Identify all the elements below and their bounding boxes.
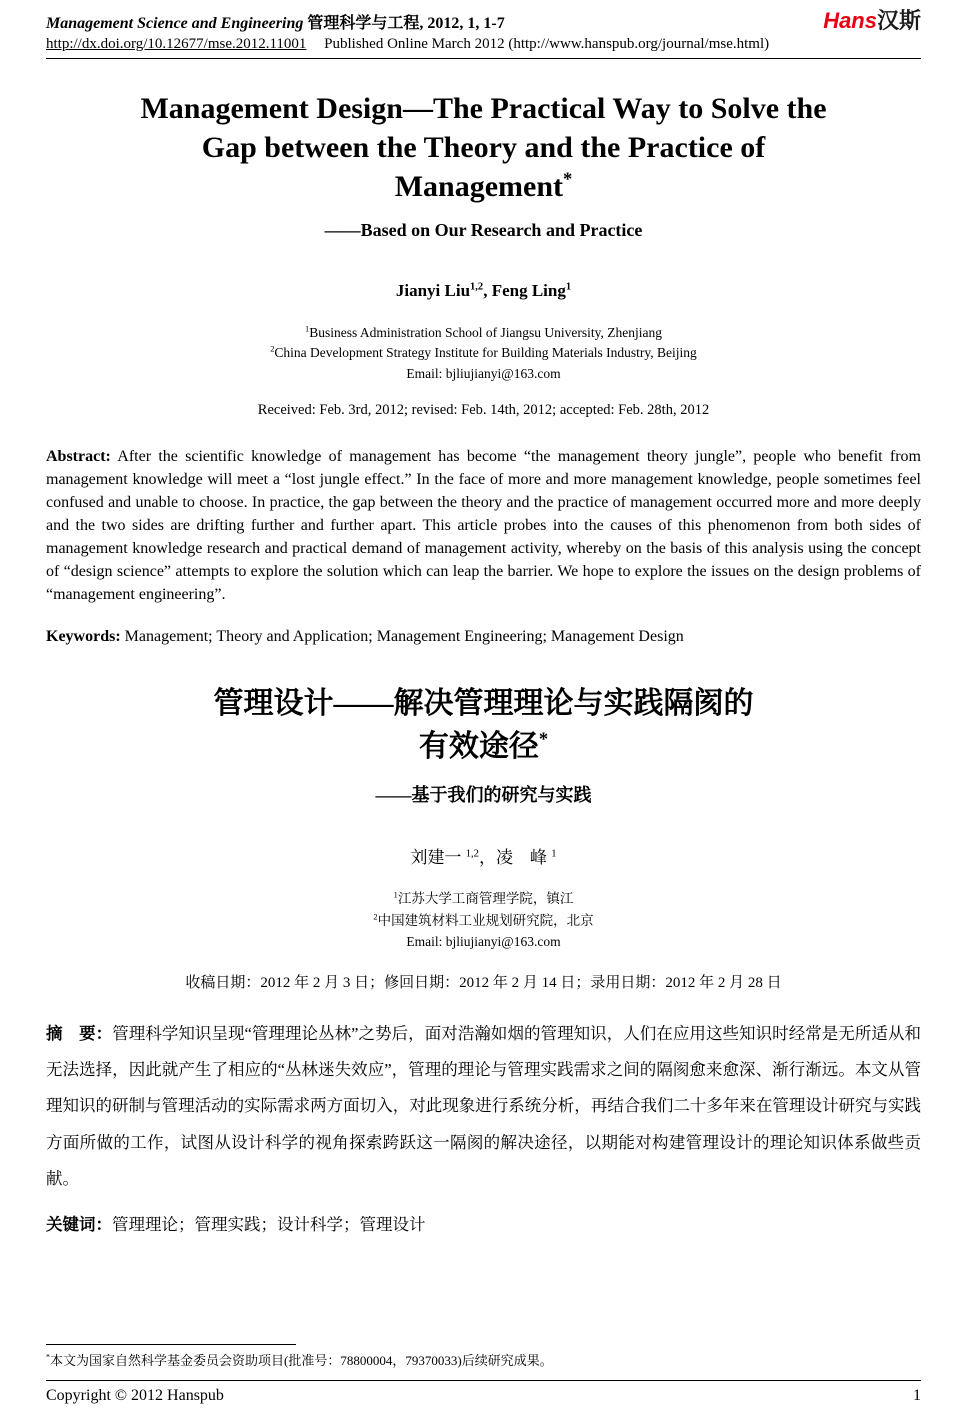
affiliation-mark: 1 (393, 890, 398, 900)
affiliation-line (46, 888, 921, 910)
abstract-text: After the scientific knowledge of management has become “the management theory jungle”, people who benefit from management knowledge will meet a “lost jungle effect.” In the face of more and more management knowledge, people sometimes feel confused and unable to choose. In practice, the gap between the theory and the practice of management occurred more and more deeply and the two sides are drifting further and further apart. This article probes into the causes of this phenomenon from both sides of management knowledge research and practical demand of management activity, whereby on the basis of this analysis using the concept of “design science” attempts to explore the solution which can leap the barrier. We hope to explore the issues on the design problems of “management engineering”. (46, 447, 921, 603)
abstract-label: Abstract: (46, 447, 111, 465)
keywords-text: Management; Theory and Application; Management Engineering; Management Design (124, 627, 684, 645)
journal-issue-info: 管理科学与工程, 2012, 1, 1-7 (307, 15, 505, 32)
hans-logo-chinese: 汉斯 (876, 8, 921, 33)
title-line (46, 725, 921, 769)
abstract-english (46, 445, 921, 606)
doi-link[interactable]: http://dx.doi.org/10.12677/mse.2012.11001 (46, 36, 307, 52)
author-affiliation-mark: 1 (551, 848, 557, 860)
title-line (46, 167, 921, 206)
copyright-text: Copyright © 2012 Hanspub (46, 1387, 224, 1404)
abstract-chinese (46, 1016, 921, 1197)
author-name: Jianyi Liu (395, 281, 471, 300)
page-number: 1 (913, 1387, 921, 1404)
affiliation-line (46, 343, 921, 363)
affiliation-mark: 2 (270, 344, 275, 354)
paper-subtitle-chinese: ——基于我们的研究与实践 (375, 784, 592, 805)
title-line-text: 有效途径 (418, 730, 539, 764)
title-footnote-mark: * (538, 729, 549, 751)
affiliations-english (46, 323, 921, 384)
paper-title-english (46, 89, 921, 206)
journal-header-row (46, 10, 921, 33)
author-name: , Feng Ling (483, 281, 566, 300)
affiliation-mark: 2 (373, 912, 378, 922)
email-line: Email: bjliujianyi@163.com (406, 934, 561, 950)
page-footer (46, 1380, 921, 1417)
affiliation-mark: 1 (305, 324, 310, 334)
paper-title-chinese (46, 682, 921, 769)
journal-name: Management Science and Engineering (46, 15, 304, 32)
author-name: 刘建一 (410, 847, 466, 867)
journal-header (46, 10, 921, 59)
affiliation-text: Business Administration School of Jiangsu University, Zhenjiang (309, 325, 662, 340)
header-divider (46, 58, 921, 59)
keywords-english (46, 628, 921, 646)
published-online-info: Published Online March 2012 (http://www.hanspub.org/journal/mse.html) (324, 36, 770, 52)
email-line: Email: bjliujianyi@163.com (406, 365, 561, 381)
doi-line (46, 36, 921, 53)
received-dates-english: Received: Feb. 3rd, 2012; revised: Feb. 14th, 2012; accepted: Feb. 28th, 2012 (257, 401, 710, 418)
keywords-text: 管理理论；管理实践；设计科学；管理设计 (112, 1215, 426, 1235)
author-affiliation-mark: 1 (565, 281, 572, 293)
paper-subtitle-english: ——Based on Our Research and Practice (324, 220, 643, 240)
abstract-text: 管理科学知识呈现“管理理论丛林”之势后，面对浩瀚如烟的管理知识，人们在应用这些知识时经常是无所适从和无法选择，因此就产生了相应的“丛林迷失效应”，管理的理论与管理实践需求之间的隔阂愈来愈深、渐行渐远。本文从管理知识的研制与管理活动的实际需求两方面切入，对此现象进行系统分析，再结合我们二十多年来在管理设计研究与实践方面所做的工作，试图从设计科学的视角探索跨跃这一隔阂的解决途径，以期能对构建管理设计的理论知识体系做些贡献。 (46, 1023, 922, 1188)
author-affiliation-mark: 1,2 (470, 281, 484, 293)
affiliation-line (46, 323, 921, 343)
affiliation-text: China Development Strategy Institute for Building Materials Industry, Beijing (274, 345, 697, 361)
affiliation-text: 江苏大学工商管理学院，镇江 (397, 890, 574, 906)
abstract-label: 摘 要： (46, 1023, 113, 1043)
keywords-label: Keywords: (46, 627, 121, 645)
author-name: ，凌 峰 (478, 847, 552, 867)
hans-logo-latin: Hans (823, 8, 877, 33)
footnote-text: 本文为国家自然科学基金委员会资助项目(批准号：78800004，79370033)后续研究成果。 (50, 1353, 553, 1368)
affiliations-chinese (46, 888, 921, 953)
hans-publisher-logo (823, 10, 921, 32)
keywords-label: 关键词： (46, 1215, 112, 1235)
funding-footnote (46, 1350, 921, 1369)
title-line: 管理设计——解决管理理论与实践隔阂的 (213, 686, 754, 720)
received-dates-chinese: 收稿日期：2012 年 2 月 3 日；修回日期：2012 年 2 月 14 日；录用日期：2012 年 2 月 28 日 (185, 974, 782, 991)
affiliation-text: 中国建筑材料工业规划研究院，北京 (377, 912, 594, 928)
footnote-divider (46, 1344, 296, 1345)
title-footnote-mark: * (563, 169, 573, 190)
authors-english (46, 281, 921, 301)
footnote-block (46, 1344, 921, 1369)
keywords-chinese (46, 1211, 921, 1235)
journal-title-line (46, 10, 505, 33)
title-line: Management Design—The Practical Way to Solve the (140, 92, 827, 125)
title-line: Gap between the Theory and the Practice of (201, 131, 766, 164)
footnote-mark: * (46, 1352, 51, 1362)
authors-chinese (46, 843, 921, 868)
title-line-text: Management (394, 170, 563, 203)
affiliation-line (46, 910, 921, 932)
author-affiliation-mark: 1,2 (465, 848, 479, 860)
